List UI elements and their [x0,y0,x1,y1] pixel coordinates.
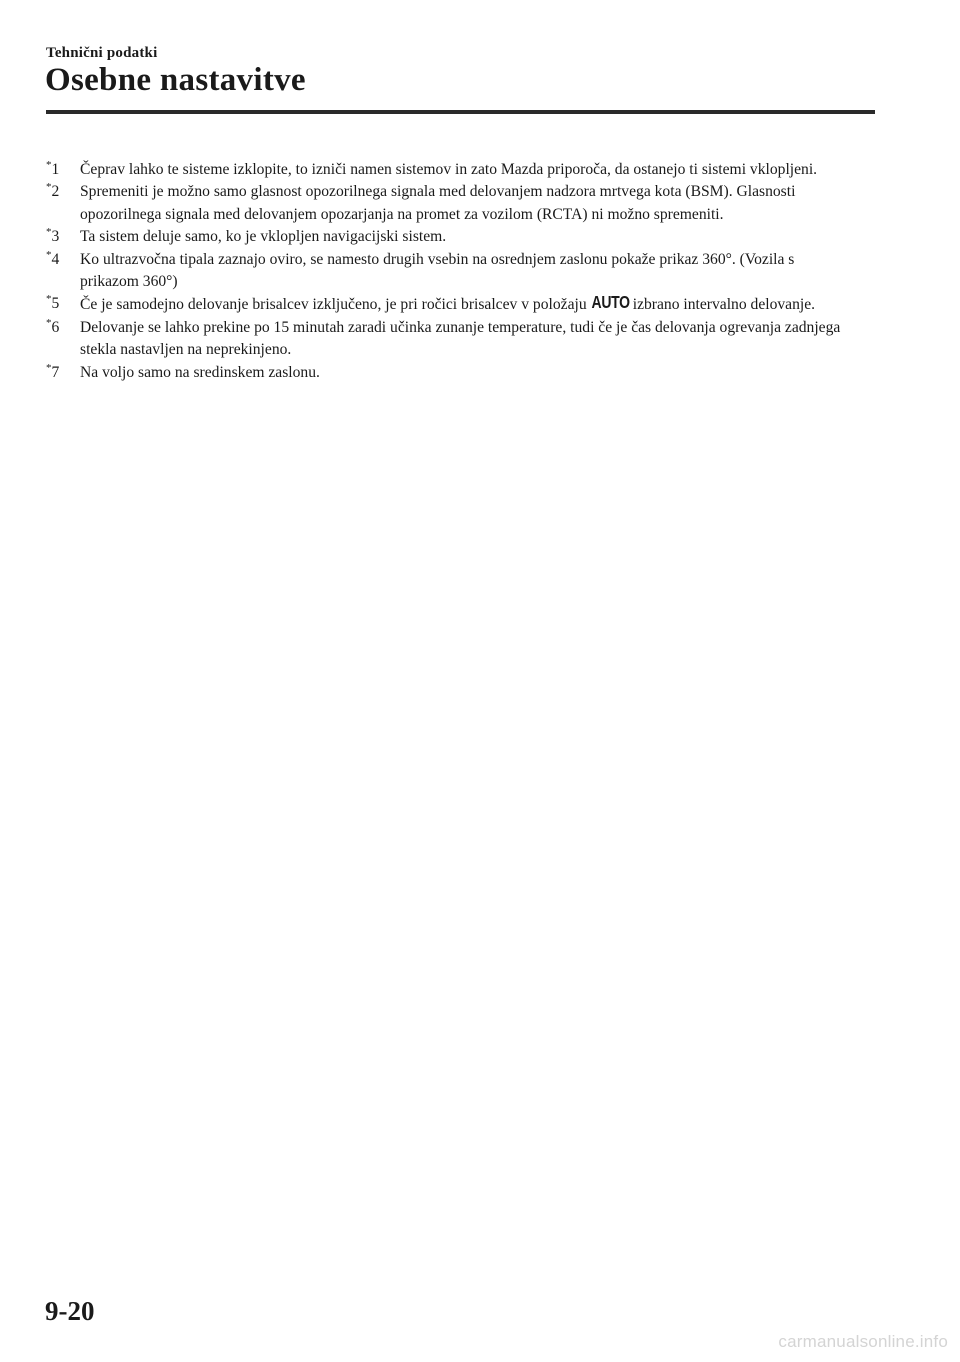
footnote-marker: *6 [46,316,60,336]
footnote-text: Ta sistem deluje samo, ko je vklopljen navigacijski sistem. [80,228,447,246]
watermark: carmanualsonline.info [778,1332,948,1351]
footnote-marker: *3 [46,226,60,246]
footnote-marker: *1 [46,159,60,178]
section-label: Tehnični podatki [46,45,158,61]
footnote-6 [46,317,846,362]
footnote-text: Spremeniti je možno samo glasnost opozorilnega signala med delovanjem nadzora mrtvega kota (BSM). Glasnosti opozorilnega signala med delovanjem opozarjanja na promet za vozilom (RCTA) ni možno spremeniti. [80,183,796,223]
footnote-list [46,159,846,384]
footnote-4 [46,249,846,294]
page-title: Osebne nastavitve [45,62,306,98]
footnote-5 [46,293,846,316]
footnote-marker: *2 [46,181,60,201]
footnote-marker: *5 [46,293,60,313]
footnote-text: Ko ultrazvočna tipala zaznajo oviro, se namesto drugih vsebin na osrednjem zaslonu pokaže prikaz 360°. (Vozila s prikazom 360°) [80,250,795,291]
footnote-text: Čeprav lahko te sisteme izklopite, to izniči namen sistemov in zato Mazda priporoča, da ostanejo ti sistemi vklopljeni. [80,161,818,178]
footnote-text: Če je samodejno delovanje brisalcev izključeno, je pri ročici brisalcev v položaju AUTO izbrano intervalno delovanje. [80,293,846,316]
auto-icon: AUTO [591,292,630,313]
footnote-text: Delovanje se lahko prekine po 15 minutah zaradi učinka zunanje temperature, tudi če je čas delovanja ogrevanja zadnjega stekla nastavljen na neprekinjeno. [80,318,841,359]
footnote-marker: *7 [46,361,60,381]
footnote-3 [46,226,846,248]
footnote-7 [46,362,846,384]
title-divider [46,110,875,114]
footnote-text: Na voljo samo na sredinskem zaslonu. [80,363,320,381]
page-number: 9-20 [45,1296,95,1326]
footnote-1 [46,159,846,181]
footnote-marker: *4 [46,248,60,268]
footnote-2 [46,181,846,226]
